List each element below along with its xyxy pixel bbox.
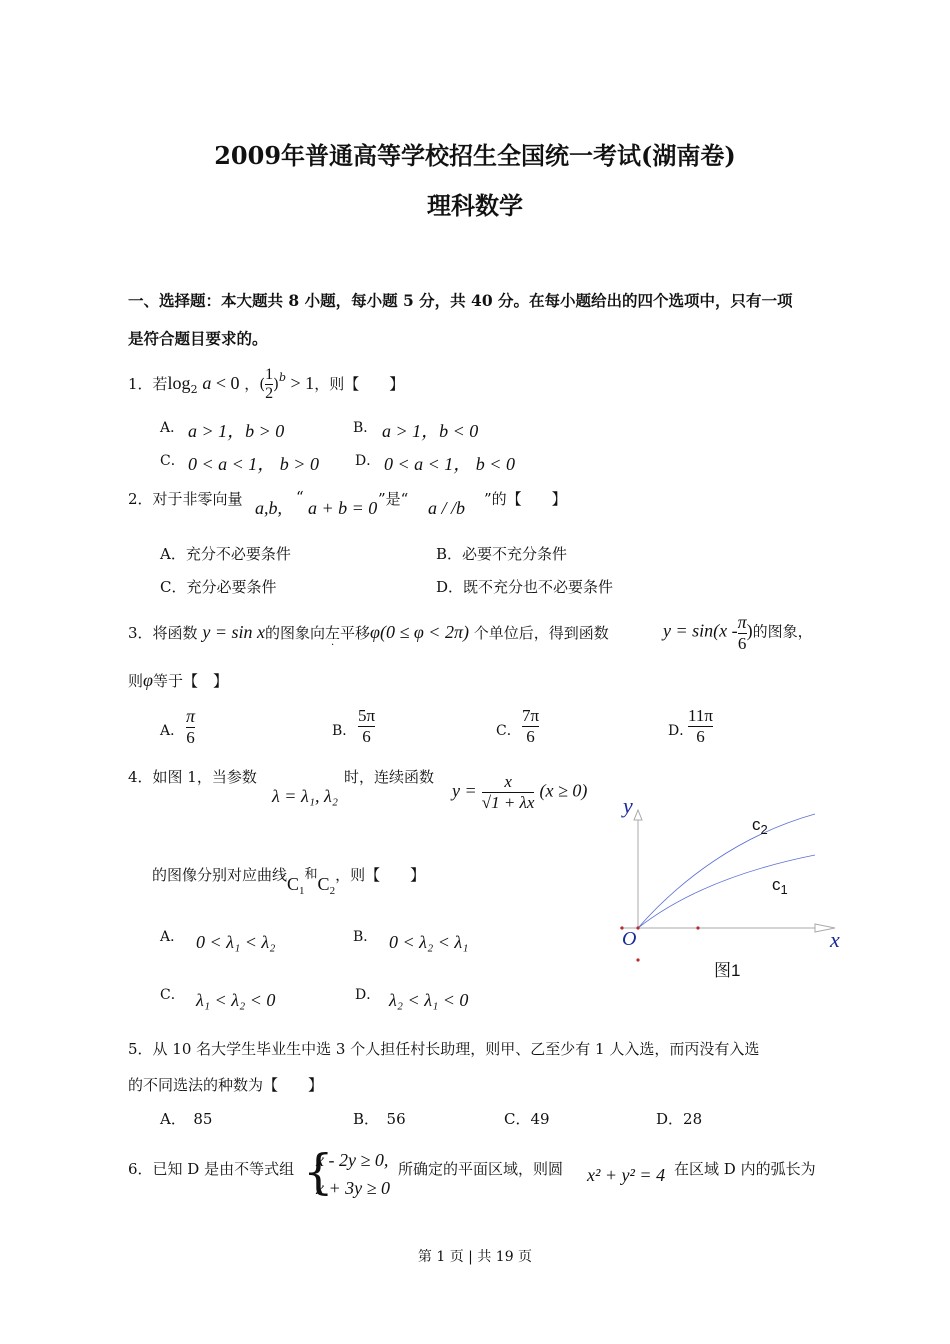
q4-option-d: λ₂ < λ₁ < 0 (389, 990, 469, 1010)
point-marker (636, 958, 639, 961)
q4-func-y: y = (452, 780, 477, 801)
q2-prompt: ”的【 】 (484, 490, 567, 508)
q3-six: 6 (737, 633, 747, 653)
q4-func-den: √1 + λx (481, 792, 535, 812)
q4-option-a: 0 < λ₁ < λ₂ (196, 932, 276, 952)
question-3-line1 (128, 622, 609, 651)
q3-option-a (186, 706, 195, 747)
q5-line2: 的不同选法的种数为【 】 (128, 1076, 324, 1094)
q3-emphasis: 左 · (324, 624, 340, 651)
q3-d-num: 11π (688, 706, 713, 725)
q3-option-b-label: B． (332, 723, 357, 739)
q4-and: 和 (304, 867, 318, 882)
q2-intro: 2．对于非零向量 (128, 490, 243, 508)
q2-option-b: B．必要不充分条件 (436, 545, 568, 563)
q4-func-num: x (504, 772, 512, 791)
q1-option-c-label: C． (160, 453, 185, 469)
q3-text-2: 的图象向 (264, 624, 325, 642)
q4-curves-line: 的图像分别对应曲线$C_1$和$C_2$，则【 】 (152, 866, 426, 897)
q1-option-b: a > 1，b < 0 (382, 421, 479, 441)
q3-phi-range: φ(0 ≤ φ < 2π) (370, 622, 469, 642)
point-marker (696, 926, 699, 929)
q4-prompt: ，则【 】 (335, 866, 426, 884)
q5-option-c: C．49 (504, 1110, 550, 1128)
question-1: 1．若$\log_2 a < 0$ ，( $\frac{1}{2}$ )$^b$ > 1，则【 】 (128, 366, 405, 403)
exam-subtitle: 理科数学 (427, 191, 523, 220)
q3-option-d-label: D． (668, 723, 694, 739)
q3-func-1: y = sin x (202, 622, 265, 642)
q4-curve-c2: C (317, 874, 330, 894)
q6-text-3: 在区域 D 内的弧长为 (674, 1160, 816, 1178)
q2-condition-1: a + b = 0 (308, 498, 378, 518)
q3-b-num: 5π (358, 706, 376, 725)
q1-prompt: ，则【 】 (314, 374, 405, 393)
q4-func-domain: (x ≥ 0) (539, 780, 588, 801)
q3-line2 (128, 670, 228, 691)
q1-option-b-label: B． (353, 420, 378, 436)
q5-option-a: A． 85 (160, 1110, 213, 1128)
q3-func-2: y = sin(x - $\frac{\pi}{6}$ )的图象， (663, 612, 813, 653)
q2-option-a: A．充分不必要条件 (160, 545, 291, 563)
q3-a-den: 6 (186, 727, 195, 747)
q6-text-2: 所确定的平面区域，则圆 (398, 1160, 564, 1178)
fig-origin-label: O (622, 928, 637, 950)
q6-circle: x² + y² = 4 (587, 1165, 666, 1185)
fig-c1-label: $c_1$ (772, 875, 788, 897)
q4-intro: 4．如图 1，当参数 (128, 768, 257, 786)
q4-text-3: 的图像分别对应曲线 (152, 866, 288, 884)
q3-a-num: π (186, 706, 196, 726)
q4-function (452, 772, 587, 812)
curve-c2 (638, 814, 815, 928)
system-brace: { (303, 1144, 334, 1200)
q4-curve-c1: C (287, 874, 300, 894)
section-header-line2: 是符合题目要求的。 (128, 329, 268, 348)
q1-option-a-label: A． (160, 420, 185, 436)
q3-phi: φ (143, 670, 153, 690)
q3-pi: π (737, 612, 747, 632)
page-footer: 第 1 页 | 共 19 页 (417, 1249, 533, 1265)
q6-inequality-2: x + 3y ≥ 0 (316, 1178, 391, 1198)
q1-log: log (167, 372, 191, 393)
y-axis-arrow-icon (634, 810, 642, 820)
q4-option-a-label: A． (160, 929, 185, 945)
q4-lambda: λ = λ₁, λ₂ (272, 786, 339, 806)
q3-text-5: 的图象， (752, 622, 813, 641)
q6-intro: 6．已知 D 是由不等式组 (128, 1160, 295, 1178)
curve-c1 (638, 855, 815, 928)
q3-dotted-word: 左 (324, 624, 340, 642)
section-header-line1: 一、选择题：本大题共 8 小题，每小题 5 分，共 40 分。在每小题给出的四个选项中，只有一项 (128, 291, 793, 310)
q4-intro-2: 时，连续函数 (344, 768, 435, 786)
q3-option-c-label: C． (496, 723, 521, 739)
q2-quote-mid: ”是“ (378, 490, 409, 508)
q2-vectors: a,b, (255, 498, 282, 518)
q3-option-b (358, 706, 375, 746)
q3-b-den: 6 (358, 726, 375, 747)
q3-text-1: 3．将函数 (128, 624, 198, 642)
q4-option-d-label: D． (355, 987, 381, 1003)
q2-option-d: D．既不充分也不必要条件 (436, 578, 614, 596)
exam-title: 2009年普通高等学校招生全国统一考试(湖南卷) (214, 141, 736, 170)
fig-x-label: x (830, 927, 840, 952)
q3-prompt: 等于【 】 (152, 672, 228, 690)
fig-c1-letter: c (772, 875, 781, 894)
q6-inequality-1: x - 2y ≥ 0, (316, 1150, 389, 1170)
q4-option-b: 0 < λ₂ < λ₁ (389, 932, 469, 952)
origin-point (636, 926, 639, 929)
q1-option-d-label: D． (355, 453, 381, 469)
q5-option-b: B． 56 (353, 1110, 406, 1128)
q3-func-2-head: y = sin(x - (663, 620, 738, 641)
q2-condition-2: a / /b (428, 498, 466, 518)
q3-option-c (522, 706, 539, 746)
q1-number: 1．若 (128, 374, 168, 393)
q3-text-4: 个单位后，得到函数 (473, 624, 609, 642)
q5-line1: 5．从 10 名大学生毕业生中选 3 个人担任村长助理，则甲、乙至少有 1 人入选，而丙没有入选 (128, 1040, 760, 1058)
q3-text-3: 平移 (340, 624, 371, 642)
q1-option-a: a > 1，b > 0 (188, 421, 285, 441)
q5-option-d: D．28 (656, 1110, 703, 1128)
fig-c2-label: $c_2$ (752, 815, 768, 837)
q3-c-den: 6 (522, 726, 539, 747)
q3-option-d (688, 706, 713, 746)
q3-then: 则 (128, 672, 144, 690)
q4-option-b-label: B． (353, 929, 378, 945)
q3-c-num: 7π (522, 706, 540, 725)
q4-option-c-label: C． (160, 987, 185, 1003)
fig-y-label: y (623, 793, 633, 818)
q1-option-d: 0 < a < 1， b < 0 (384, 454, 515, 474)
q2-option-c: C．充分必要条件 (160, 578, 277, 596)
q4-option-c: λ₁ < λ₂ < 0 (196, 990, 276, 1010)
q1-option-c: 0 < a < 1， b > 0 (188, 454, 319, 474)
q3-option-a-label: A． (160, 723, 185, 739)
fig-c2-letter: c (752, 815, 761, 834)
fig-caption: 图1 (714, 961, 741, 980)
q2-quote-open: “ (296, 488, 304, 506)
q3-d-den: 6 (688, 726, 713, 747)
